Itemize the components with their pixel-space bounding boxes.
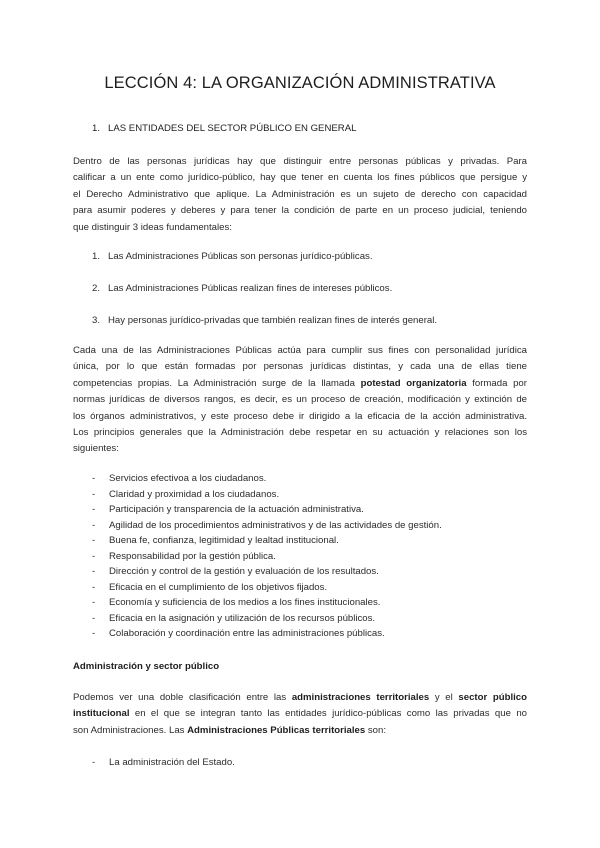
- list-text: Responsabilidad por la gestión pública.: [109, 550, 276, 562]
- text-line: los órganos administrativos, y este proceso debe ir dirigido a la eficacia de la acción administrativa.: [73, 410, 527, 422]
- text-line: Dentro de las personas jurídicas hay que distinguir entre personas públicas y privadas. Para: [73, 156, 527, 167]
- list-number: 1.: [92, 251, 101, 262]
- list-text: Eficacia en el cumplimiento de los objetivos fijados.: [109, 581, 328, 593]
- bullet-dash: -: [92, 535, 96, 546]
- list-text: Las Administraciones Públicas son personas jurídico-públicas.: [108, 251, 373, 262]
- text-run: en el que se integran tanto las entidades jurídico-públicas como las privadas que no: [129, 708, 527, 720]
- list-item: [92, 755, 235, 771]
- bold-term: institucional: [73, 708, 130, 720]
- bold-term: administraciones territoriales: [291, 692, 430, 703]
- list-item: [92, 487, 442, 503]
- list-item: [92, 580, 442, 596]
- list-item: [92, 471, 442, 487]
- bold-term: sector público: [458, 692, 527, 703]
- list-text: Economía y suficiencia de los medios a los fines institucionales.: [109, 597, 381, 608]
- bullet-dash: -: [92, 519, 96, 531]
- bullet-dash: -: [92, 566, 96, 577]
- intro-paragraph: [73, 154, 527, 236]
- text-run: Podemos ver una doble clasificación entre las: [73, 692, 292, 703]
- list-text: Buena fe, confianza, legitimidad y lealtad institucional.: [109, 535, 339, 546]
- text-run: y el: [429, 692, 459, 703]
- bullet-dash: -: [92, 504, 96, 515]
- bullet-dash: -: [92, 488, 96, 500]
- list-item: [92, 595, 442, 611]
- page-title: LECCIÓN 4: LA ORGANIZACIÓN ADMINISTRATIVA: [104, 74, 496, 92]
- list-text: Servicios efectivoa a los ciudadanos.: [109, 473, 267, 484]
- text-line: única, por lo que están formadas por personas jurídicas distintas, y cada una de ellas tiene: [73, 361, 527, 373]
- text-line: que distinguir 3 ideas fundamentales:: [73, 221, 232, 233]
- text-line: siguientes:: [73, 443, 119, 455]
- list-item: [92, 626, 442, 642]
- list-item: [92, 251, 373, 262]
- text-line: [73, 376, 527, 392]
- list-item: [92, 533, 442, 549]
- bold-term: Administraciones Públicas territoriales: [187, 724, 366, 736]
- text-line: Cada una de las Administraciones Públicas actúa para cumplir sus fines con personalidad jurídica: [73, 345, 527, 356]
- list-text: Agilidad de los procedimientos administrativos y de las actividades de gestión.: [109, 519, 442, 531]
- bullet-dash: -: [92, 581, 96, 593]
- text-run: son Administraciones. Las: [73, 724, 188, 736]
- list-text: Eficacia en la asignación y utilización de los recursos públicos.: [109, 612, 376, 624]
- subheading: Administración y sector público: [73, 661, 220, 672]
- section-heading: [92, 123, 356, 134]
- bullet-dash: -: [92, 597, 96, 608]
- list-item: [92, 502, 442, 518]
- principles-list: [92, 471, 442, 642]
- classification-paragraph: [73, 690, 527, 739]
- list-item: [92, 549, 442, 565]
- list-item: [92, 564, 442, 580]
- text-line: Los principios generales que la Administración debe respetar en su actuación y relaciones son los: [73, 426, 527, 438]
- list-text: Dirección y control de la gestión y evaluación de los resultados.: [109, 566, 379, 577]
- list-text: Participación y transparencia de la actuación administrativa.: [109, 504, 364, 515]
- text-line: calificar a un ente como jurídico-público, hay que tener en cuenta los fines públicos que persigue y: [73, 172, 527, 184]
- list-item: [92, 283, 392, 294]
- bold-term: potestad organizatoria: [360, 377, 467, 389]
- bullet-dash: -: [92, 550, 96, 562]
- list-text: Las Administraciones Públicas realizan fines de intereses públicos.: [108, 283, 393, 294]
- text-run: formada por: [466, 377, 527, 389]
- list-text: Claridad y proximidad a los ciudadanos.: [109, 488, 280, 500]
- text-line: el Derecho Administrativo que aplique. La Administración es un sujeto de derecho con capacidad: [73, 188, 527, 200]
- list-item: [92, 315, 437, 326]
- list-item: [92, 518, 442, 534]
- section-title: LAS ENTIDADES DEL SECTOR PÚBLICO EN GENERAL: [108, 123, 357, 134]
- text-line: normas jurídicas de diversos rangos, es decir, es un proceso de creación, modificación y extinción de: [73, 394, 527, 406]
- text-line: [73, 690, 527, 706]
- bullet-dash: -: [92, 473, 96, 484]
- territorial-list: [92, 755, 235, 771]
- text-line: [73, 706, 527, 722]
- list-text: Colaboración y coordinación entre las administraciones públicas.: [109, 628, 385, 639]
- list-item: [92, 611, 442, 627]
- list-text: Hay personas jurídico-privadas que también realizan fines de interés general.: [108, 315, 438, 326]
- bullet-dash: -: [92, 757, 96, 768]
- bullet-dash: -: [92, 628, 96, 639]
- text-line: [73, 723, 527, 739]
- principles-intro-paragraph: [73, 343, 527, 458]
- text-run: competencias propias. La Administración surge de la llamada: [73, 377, 361, 389]
- section-number: 1.: [92, 123, 101, 134]
- bullet-dash: -: [92, 612, 96, 624]
- text-run: son:: [365, 724, 387, 736]
- text-line: para asumir poderes y deberes y para tener la condición de parte en un proceso judicial, teniendo: [73, 205, 527, 217]
- list-number: 2.: [92, 283, 101, 294]
- list-number: 3.: [92, 315, 101, 326]
- list-text: La administración del Estado.: [109, 757, 235, 768]
